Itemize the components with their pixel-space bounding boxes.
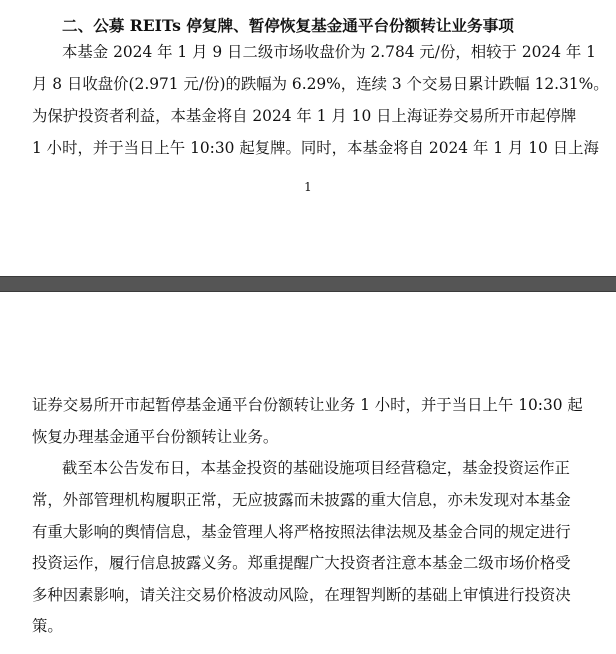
page-number: 1 bbox=[304, 180, 312, 194]
paragraph-line: 有重大影响的舆情信息，基金管理人将严格按照法律法规及基金合同的规定进行 bbox=[32, 523, 571, 541]
page-break-divider bbox=[0, 276, 616, 292]
paragraph-line: 1 小时，并于当日上午 10:30 起复牌。同时，本基金将自 2024 年 1 月 10 日上海 bbox=[32, 139, 599, 157]
document-page-top bbox=[0, 0, 616, 276]
document-page-bottom bbox=[0, 292, 616, 654]
paragraph-line: 证券交易所开市起暂停基金通平台份额转让业务 1 小时，并于当日上午 10:30 起 bbox=[32, 396, 583, 414]
paragraph-line: 策。 bbox=[32, 617, 63, 635]
paragraph-line: 投资运作，履行信息披露义务。郑重提醒广大投资者注意本基金二级市场价格受 bbox=[32, 554, 571, 572]
paragraph-line: 月 8 日收盘价(2.971 元/份)的跌幅为 6.29%，连续 3 个交易日累计跌幅 12.31%。 bbox=[32, 75, 609, 93]
paragraph-line: 为保护投资者利益，本基金将自 2024 年 1 月 10 日上海证券交易所开市起停牌 bbox=[32, 107, 577, 125]
paragraph-line: 常，外部管理机构履职正常，无应披露而未披露的重大信息，亦未发现对本基金 bbox=[32, 491, 571, 509]
paragraph-line: 本基金 2024 年 1 月 9 日二级市场收盘价为 2.784 元/份，相较于 2024 年 1 bbox=[62, 43, 596, 61]
section-heading: 二、公募 REITs 停复牌、暂停恢复基金通平台份额转让业务事项 bbox=[62, 16, 514, 35]
paragraph-line: 多种因素影响，请关注交易价格波动风险，在理智判断的基础上审慎进行投资决 bbox=[32, 586, 571, 604]
paragraph-line: 恢复办理基金通平台份额转让业务。 bbox=[32, 428, 279, 446]
paragraph-line: 截至本公告发布日，本基金投资的基础设施项目经营稳定，基金投资运作正 bbox=[62, 459, 570, 477]
